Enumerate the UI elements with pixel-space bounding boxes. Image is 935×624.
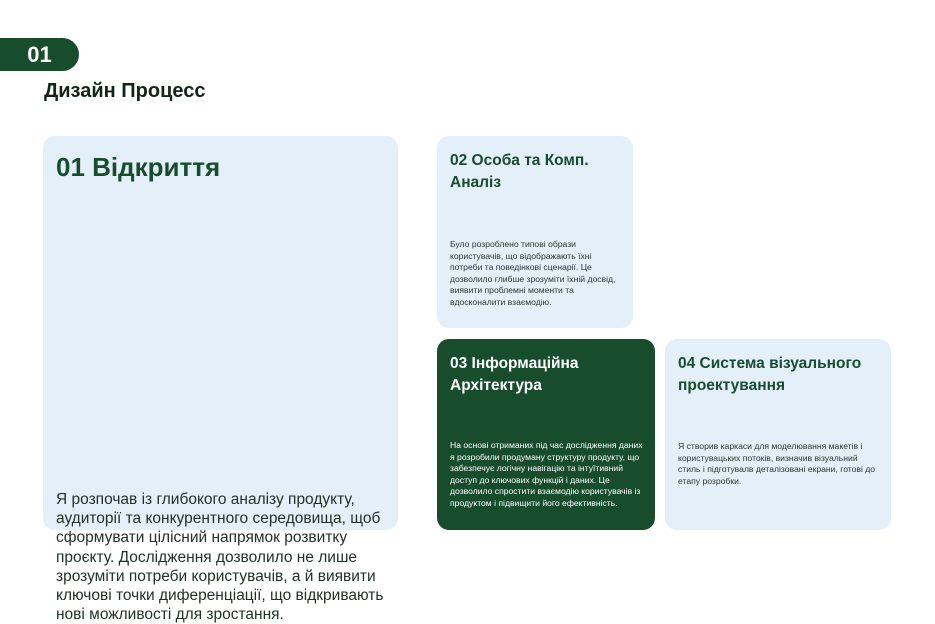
section-number-badge bbox=[0, 38, 79, 71]
card-information-architecture bbox=[437, 339, 655, 530]
card-text: На основі отриманих під час дослідження даних я розробили продуману структуру продукту, що забезпечує логічну навігацію та інтуїтивний доступ до ключових функцій і даних. Це дозволило спростити взаємодію користувачів із продуктом і підвищити його ефективність. bbox=[450, 440, 643, 508]
card-title: 02 Особа та Комп. Аналіз bbox=[450, 152, 589, 191]
card-discovery bbox=[43, 136, 398, 624]
card-text: Було розроблено типові образи користувачів, що відображають їхні потреби та поведінкові сценарії. Це дозволило глибше зрозуміти їхній досвід, виявити проблемні моменти та вдосконалити взаємодію. bbox=[450, 239, 616, 307]
card-text: Я розпочав із глибокого аналізу продукту, аудиторії та конкурентного середовища, щоб сформувати цілісний напрямок розвитку проєкту. Дослідження дозволило не лише зрозуміти потреби користувачів, а й виявити ключові точки диференціації, що відкривають нові можливості для зростання. bbox=[56, 491, 384, 624]
card-visual-design-system bbox=[665, 339, 891, 530]
card-title: 03 Інформаційна Архітектура bbox=[450, 355, 579, 394]
page-title: Дизайн Процесс bbox=[44, 80, 206, 102]
card-text: Я створив каркаси для моделювання макетів і користувацьких потоків, визначив візуальний стиль і підготувалв деталізовані екрани, готові до етапу розробки. bbox=[678, 441, 876, 486]
card-persona-analysis bbox=[437, 136, 633, 328]
card-title: 04 Система візуального проектування bbox=[678, 355, 862, 394]
section-number: 01 bbox=[27, 41, 52, 67]
card-title: 01 Відкриття bbox=[56, 152, 221, 182]
